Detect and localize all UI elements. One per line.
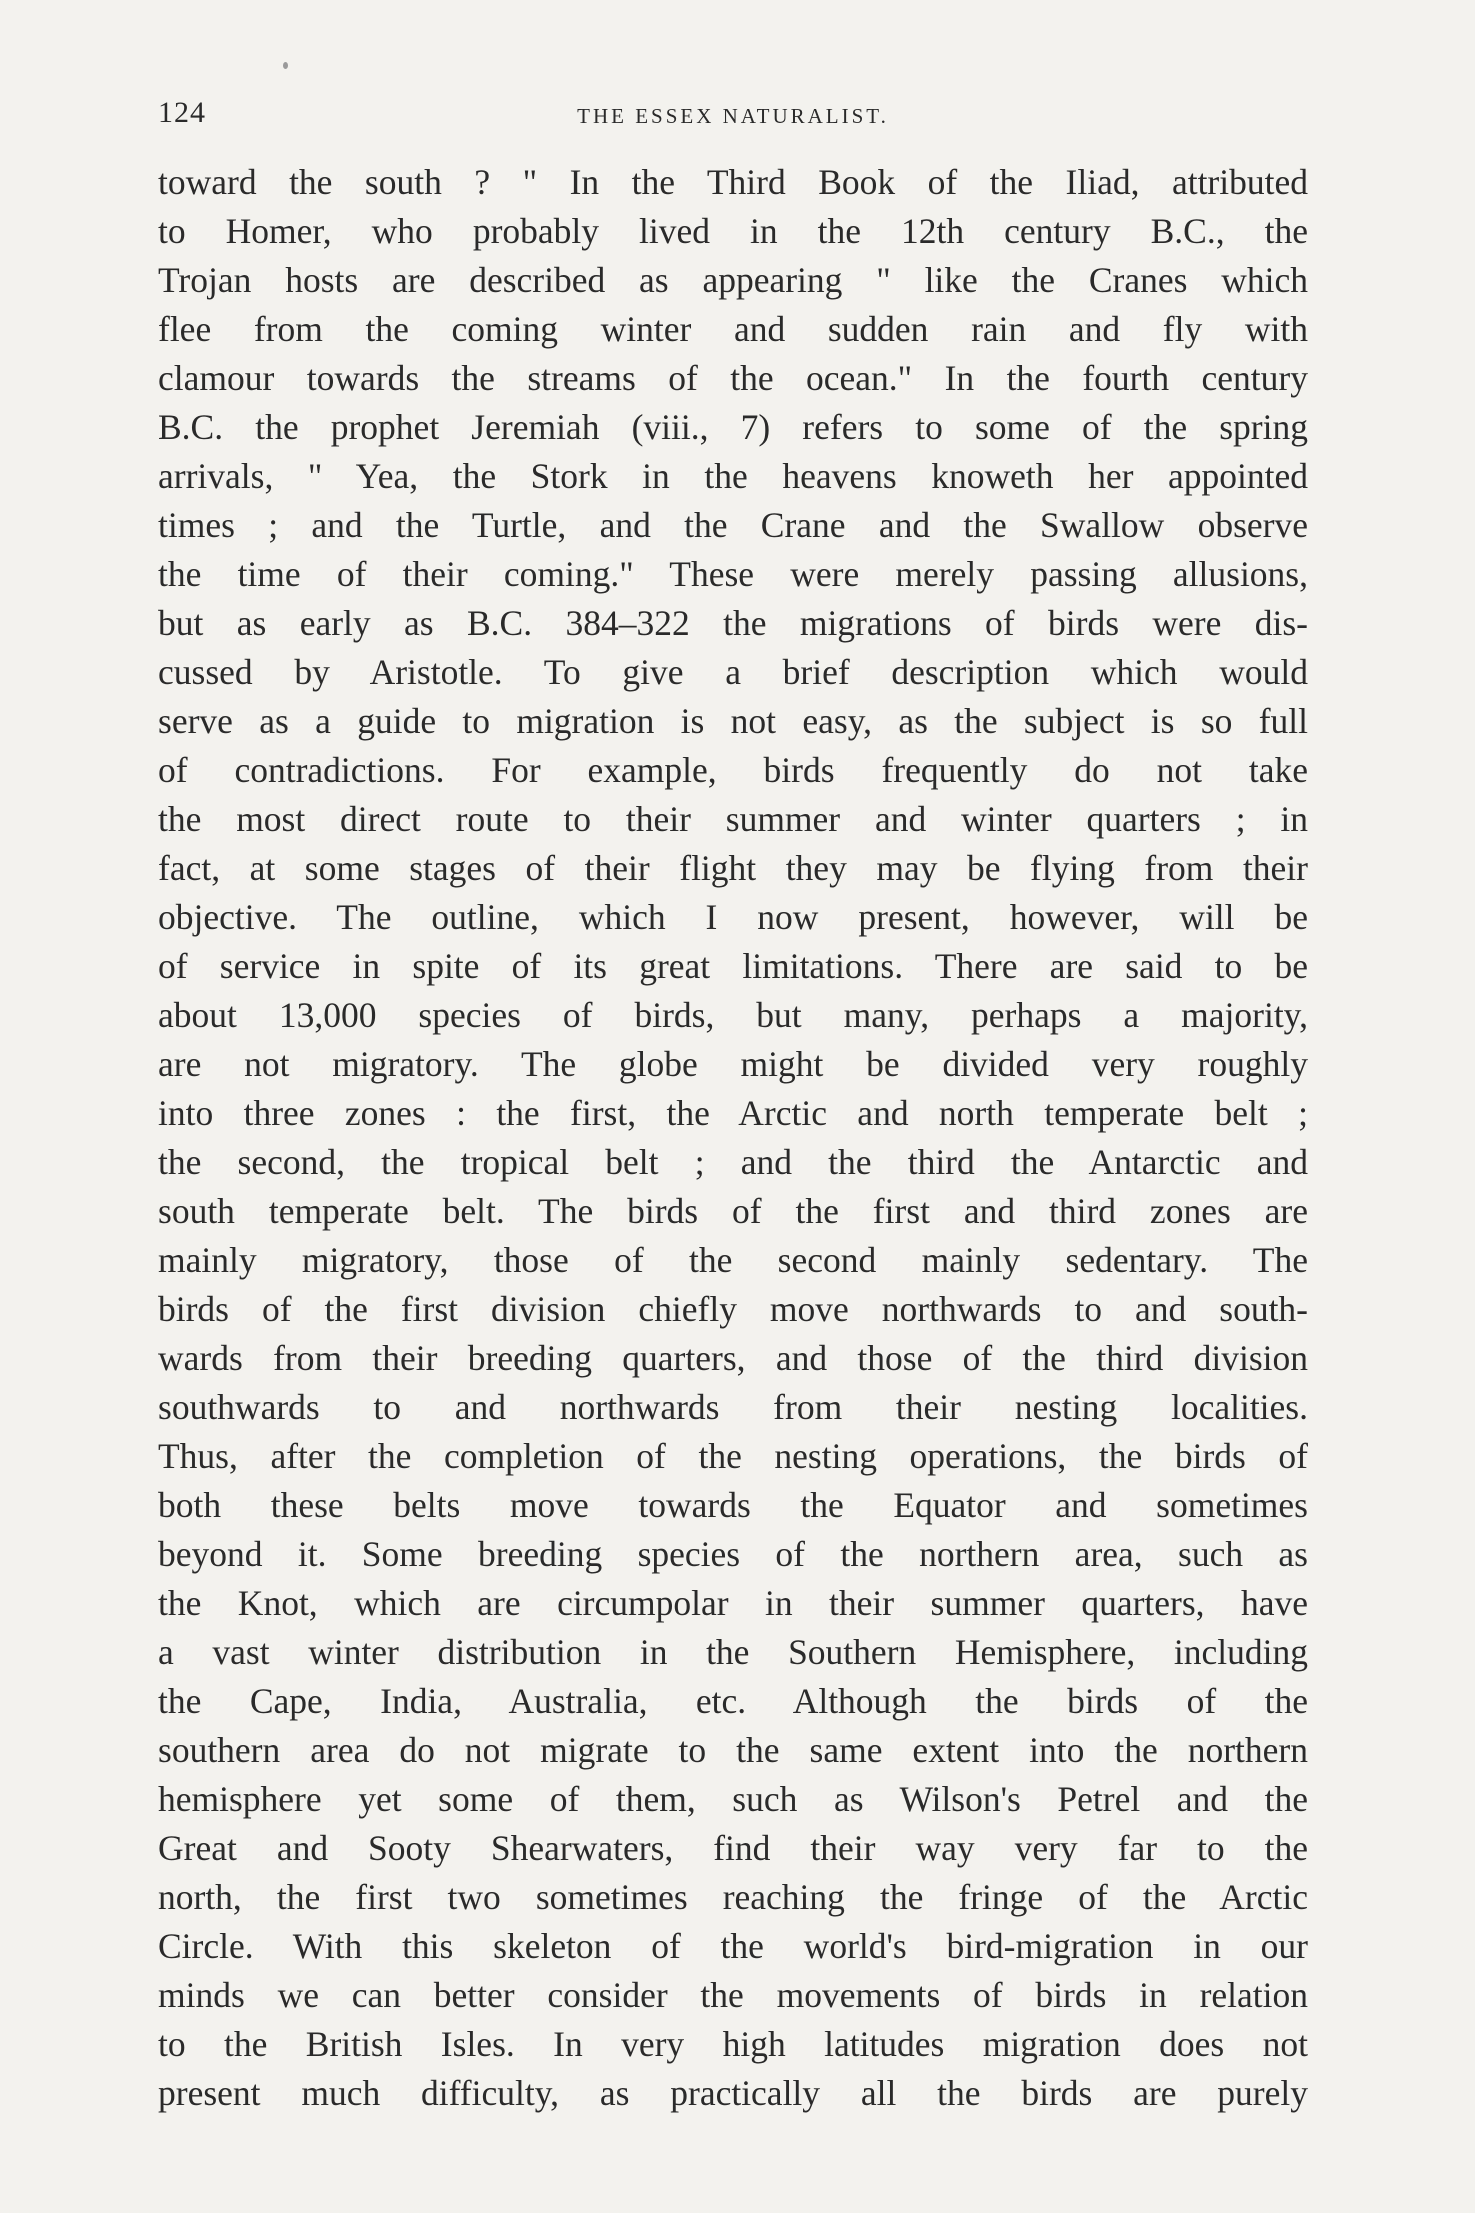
body-paragraph (158, 158, 1308, 2118)
text-line: the Cape, India, Australia, etc. Although the birds of the (158, 1681, 1308, 1721)
text-line: cussed by Aristotle. To give a brief description which would (158, 652, 1308, 692)
text-line: to the British Isles. In very high latitudes migration does not (158, 2024, 1308, 2064)
text-line: fact, at some stages of their flight they may be flying from their (158, 848, 1308, 888)
text-line: Circle. With this skeleton of the world's bird-migration in our (158, 1926, 1308, 1966)
text-line: flee from the coming winter and sudden rain and fly with (158, 309, 1308, 349)
running-title: THE ESSEX NATURALIST. (577, 104, 889, 128)
text-line: into three zones : the first, the Arctic and north temperate belt ; (158, 1093, 1308, 1133)
text-line: are not migratory. The globe might be divided very roughly (158, 1044, 1308, 1084)
text-line: Trojan hosts are described as appearing " like the Cranes which (158, 260, 1308, 300)
text-line: southwards to and northwards from their nesting localities. (158, 1387, 1308, 1427)
text-line: serve as a guide to migration is not easy, as the subject is so full (158, 701, 1308, 741)
text-line: north, the first two sometimes reaching the fringe of the Arctic (158, 1877, 1308, 1917)
text-line: minds we can better consider the movements of birds in relation (158, 1975, 1308, 2015)
book-page (158, 92, 1308, 2118)
text-line: clamour towards the streams of the ocean." In the fourth century (158, 358, 1308, 398)
text-line: southern area do not migrate to the same extent into the northern (158, 1730, 1308, 1770)
text-line: times ; and the Turtle, and the Crane and the Swallow observe (158, 505, 1308, 545)
text-line: arrivals, " Yea, the Stork in the heavens knoweth her appointed (158, 456, 1308, 496)
text-line: mainly migratory, those of the second mainly sedentary. The (158, 1240, 1308, 1280)
text-line: both these belts move towards the Equator and sometimes (158, 1485, 1308, 1525)
text-line: but as early as B.C. 384–322 the migrations of birds were dis- (158, 603, 1308, 643)
text-line: present much difficulty, as practically all the birds are purely (158, 2073, 1308, 2113)
text-line: Great and Sooty Shearwaters, find their way very far to the (158, 1828, 1308, 1868)
text-line: birds of the first division chiefly move northwards to and south- (158, 1289, 1308, 1329)
text-line: the most direct route to their summer and winter quarters ; in (158, 799, 1308, 839)
text-line: about 13,000 species of birds, but many, perhaps a majority, (158, 995, 1308, 1035)
page-number: 124 (158, 96, 206, 129)
text-line: to Homer, who probably lived in the 12th century B.C., the (158, 211, 1308, 251)
ink-speck (283, 62, 288, 69)
text-line: the Knot, which are circumpolar in their summer quarters, have (158, 1583, 1308, 1623)
text-line: B.C. the prophet Jeremiah (viii., 7) refers to some of the spring (158, 407, 1308, 447)
text-line: Thus, after the completion of the nesting operations, the birds of (158, 1436, 1308, 1476)
text-line: wards from their breeding quarters, and those of the third division (158, 1338, 1308, 1378)
text-line: south temperate belt. The birds of the first and third zones are (158, 1191, 1308, 1231)
page-header (158, 92, 1308, 136)
text-line: of contradictions. For example, birds frequently do not take (158, 750, 1308, 790)
text-line: toward the south ? " In the Third Book of the Iliad, attributed (158, 162, 1308, 202)
text-line: hemisphere yet some of them, such as Wilson's Petrel and the (158, 1779, 1308, 1819)
text-line: the time of their coming." These were merely passing allusions, (158, 554, 1308, 594)
text-line: a vast winter distribution in the Southern Hemisphere, including (158, 1632, 1308, 1672)
text-line: beyond it. Some breeding species of the northern area, such as (158, 1534, 1308, 1574)
text-line: the second, the tropical belt ; and the third the Antarctic and (158, 1142, 1308, 1182)
text-line: objective. The outline, which I now present, however, will be (158, 897, 1308, 937)
text-line: of service in spite of its great limitations. There are said to be (158, 946, 1308, 986)
